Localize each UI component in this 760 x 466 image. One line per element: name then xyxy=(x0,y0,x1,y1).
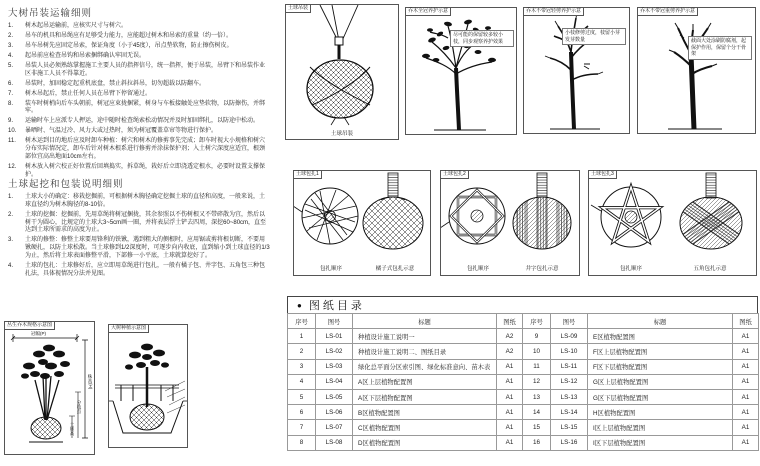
rule-item xyxy=(8,194,270,210)
catalog-row xyxy=(288,329,759,344)
cell-title: G区下层植物配置图 xyxy=(588,389,733,404)
hoisting-rules-list xyxy=(8,23,270,180)
cell-code: LS-14 xyxy=(551,405,588,420)
cell-seq: 3 xyxy=(288,359,316,374)
rootball-rules-section xyxy=(8,176,270,281)
cell-size: A2 xyxy=(497,329,523,344)
cell-size: A2 xyxy=(497,344,523,359)
rule-item xyxy=(8,101,270,117)
cell-title: D区植物配置图 xyxy=(353,435,497,450)
panel-caption: 土球吊装 xyxy=(330,131,353,137)
cell-size: A1 xyxy=(733,389,759,404)
col-header-size: 图纸 xyxy=(497,314,523,329)
cell-size: A1 xyxy=(733,420,759,435)
rule-text: 树木起吊运输前，应核实尺寸与树穴。 xyxy=(25,23,128,29)
panel-tag: 土球包扎3 xyxy=(588,170,617,179)
rule-text: 吊装人员必须熟练掌握施工主要人员的指挥信号，统一指挥，便于吊装，吊臂下和吊装作业区非施工人员不得靠近。 xyxy=(25,62,266,77)
cell-size: A1 xyxy=(733,344,759,359)
wrap-order-topview xyxy=(591,187,661,247)
trunk xyxy=(456,68,459,130)
rule-text: 吊装时，加固稳定起重机底盘，禁止斜拉斜吊，切勿超载以防翻车。 xyxy=(25,80,206,87)
cell-title: F区下层植物配置图 xyxy=(588,359,733,374)
rule-item xyxy=(8,118,270,126)
panel-wrap-method-2 xyxy=(440,170,580,276)
panel-tag: 丛生乔木规格示意图 xyxy=(4,321,55,330)
cell-size: A1 xyxy=(497,374,523,389)
rule-text: 土球的包扎：土球修好后，应立即用草绳进行包扎，一般有橘子包、井字包、五角包三种包扎法，具体视情况分法并见图。 xyxy=(25,262,266,277)
rule-number: 9. xyxy=(8,118,14,125)
cell-code: LS-10 xyxy=(551,344,588,359)
rule-number: 2. xyxy=(8,32,14,39)
cell-title: I区下层植物配置图 xyxy=(588,435,733,450)
catalog-title: 图纸目录 xyxy=(308,300,365,312)
light-pruned-tree-drawing xyxy=(524,8,629,133)
panel-tag: 土球包扎1 xyxy=(293,170,322,179)
rule-number: 2. xyxy=(8,211,14,218)
rule-number: 8. xyxy=(8,100,14,107)
rule-text: 起吊前应检查吊钩和吊索捆绑确认牢固无误。 xyxy=(25,52,146,59)
cell-code: LS-15 xyxy=(551,420,588,435)
root-ball xyxy=(130,404,164,430)
panel-rootball-hoisting xyxy=(285,4,399,140)
cell-size: A1 xyxy=(733,374,759,389)
cell-seq: 6 xyxy=(288,405,316,420)
panel-full-crown-tree xyxy=(405,7,517,135)
wrap3-drawing xyxy=(589,171,756,267)
rule-number: 3. xyxy=(8,237,14,244)
rule-number: 1. xyxy=(8,23,14,29)
rootball-hoist-drawing xyxy=(286,5,398,131)
catalog-header xyxy=(287,296,758,313)
cell-code: LS-11 xyxy=(551,359,588,374)
panel-tag: 乔木全冠养护示意 xyxy=(405,7,451,16)
rule-item xyxy=(8,212,270,235)
panel-tag: 土球吊装 xyxy=(285,4,311,13)
panel-tag: 土球包扎2 xyxy=(440,170,469,179)
col-header-code: 图号 xyxy=(316,314,353,329)
cell-size: A1 xyxy=(497,389,523,404)
rule-number: 12. xyxy=(8,164,17,171)
panel-annotation: 尽可能的保留较多较小枝，同步观察养护效果 xyxy=(450,30,514,47)
wrap-style-label: 橘子式包扎示意 xyxy=(375,266,415,272)
cell-title: H区植物配置图 xyxy=(588,405,733,420)
cell-code: LS-16 xyxy=(551,435,588,450)
cell-code: LS-08 xyxy=(316,435,353,450)
full-crown-tree-drawing xyxy=(406,8,516,134)
cell-code: LS-03 xyxy=(316,359,353,374)
rootball-rules-list xyxy=(8,194,270,279)
cell-title: 绿化总平面分区索引图、绿化标准意向、苗木表 xyxy=(353,359,497,374)
cell-code: LS-09 xyxy=(551,329,588,344)
rule-text: 土球大小的确定：移栽挖掘前，可根据树木胸径确定挖掘土球的直径和高度，一般来说，土球直径约为树木胸径的8-10倍。 xyxy=(25,194,266,208)
rule-text: 树木运到目的地后应及时卸车种植：树穴和树木的修剪事先完成；卸车时视大小规格和树穴分布实际情况定，卸车后针对树木根系进行修剪并涂抹保护剂；入土树穴深度应适宜，根颈部位宜高出地面10cm左右。 xyxy=(25,138,266,161)
cell-code: LS-02 xyxy=(316,344,353,359)
cell-seq: 1 xyxy=(288,329,316,344)
col-header-seq: 序号 xyxy=(523,314,551,329)
catalog-row xyxy=(288,344,759,359)
cell-seq: 15 xyxy=(523,420,551,435)
rule-text: 土球的挖掘：挖掘前，先用草绳将树冠捆拢，其余参照以不伤树根又不带碎散为宜，然后以树干为圆心，比规定的土球大3~5cm画一圈，并将表层浮土铲去四周，深挖60~80cm，直至达到土球所需求的高度为止。 xyxy=(25,211,267,234)
root-ball xyxy=(31,417,61,439)
cell-size: A1 xyxy=(497,405,523,420)
cell-seq: 8 xyxy=(288,435,316,450)
cell-seq: 5 xyxy=(288,389,316,404)
cell-title: F区上层植物配置图 xyxy=(588,344,733,359)
canopy xyxy=(21,345,70,379)
wrap-order-topview xyxy=(294,188,358,244)
rule-text: 吊车吊树先应固定吊索，保证角度（小于45度），吊点垫软物，防止擦伤树皮。 xyxy=(25,42,233,49)
col-header-title: 标题 xyxy=(353,314,497,329)
bullet-icon: ● xyxy=(297,300,302,310)
catalog-row xyxy=(288,420,759,435)
rule-item xyxy=(8,81,270,89)
drawing-catalog xyxy=(287,296,758,451)
cell-seq: 14 xyxy=(523,405,551,420)
cell-code: LS-05 xyxy=(316,389,353,404)
wrap1-drawing xyxy=(294,171,430,267)
rule-item xyxy=(8,53,270,61)
wrap-style-label: 五角包扎示意 xyxy=(693,266,727,272)
cell-size: A1 xyxy=(733,435,759,450)
dim-label-crown: 冠幅(P) xyxy=(31,331,46,336)
catalog-row xyxy=(288,405,759,420)
cell-code: LS-07 xyxy=(316,420,353,435)
rule-item xyxy=(8,23,270,31)
rule-number: 3. xyxy=(8,42,14,49)
catalog-body xyxy=(288,329,759,451)
rule-number: 7. xyxy=(8,90,14,97)
catalog-table xyxy=(287,313,759,451)
cell-size: A1 xyxy=(497,420,523,435)
rule-item xyxy=(8,263,270,279)
rule-item xyxy=(8,128,270,136)
catalog-row xyxy=(288,359,759,374)
panel-wrap-method-3 xyxy=(588,170,757,276)
cell-size: A1 xyxy=(497,435,523,450)
rule-text: 土球的修整：修整土球要用锋利的铁锹，遇到粗大的侧根时，应用锯或剪将根切断，不要用锹硬扎，以防土球松散。当土球修到1/2深度时，可逐步向内收底，直到缩小到土球直径的1/3为止，然后将土球表面修整平滑，下部修一小平底，土球就算挖好了。 xyxy=(25,237,270,259)
panel-tag: 乔木不带冠轻剪养护示意 xyxy=(523,7,584,16)
rule-text: 树木放入树穴校正好位置后回填捣实，拆草绳，栽好后立即浇透定根水，必要时设置支撑保护。 xyxy=(25,164,266,178)
rule-text: 吊车的机具和吊绳应有足够受力能力，应能超过树木和吊索的重量（约一倍）。 xyxy=(25,32,233,39)
trunk xyxy=(571,52,574,129)
cell-seq: 9 xyxy=(523,329,551,344)
cell-title: B区植物配置图 xyxy=(353,405,497,420)
multi-stems xyxy=(35,374,59,420)
cell-seq: 16 xyxy=(523,435,551,450)
rule-number: 6. xyxy=(8,80,14,87)
cell-code: LS-01 xyxy=(316,329,353,344)
shackle xyxy=(335,37,343,45)
dim-label-height: 株高(H) xyxy=(88,374,93,390)
panel-heavy-pruned-tree xyxy=(637,7,756,134)
rule-item xyxy=(8,237,270,260)
cell-title: A区下层植物配置图 xyxy=(353,389,497,404)
star-wrap-ball xyxy=(676,173,746,251)
dim-label-branch-point: 分枝点 xyxy=(77,400,82,414)
cell-title: I区上层植物配置图 xyxy=(588,420,733,435)
callout-leaders xyxy=(165,381,185,413)
rule-number: 4. xyxy=(8,52,14,59)
wrap-style-label: 井字包扎示意 xyxy=(525,266,559,272)
cell-seq: 4 xyxy=(288,374,316,389)
hoisting-rules-section xyxy=(8,5,270,182)
panel-annotation: 截面大处涂刷防腐剂，起保护作用，保留个分干骨架 xyxy=(688,36,752,60)
cell-code: LS-12 xyxy=(551,374,588,389)
cell-seq: 12 xyxy=(523,374,551,389)
panel-tree-planting-spec xyxy=(108,324,188,448)
catalog-row xyxy=(288,374,759,389)
cell-title: E区植物配置图 xyxy=(588,329,733,344)
wrap-order-label: 包扎顺序 xyxy=(319,266,342,272)
col-header-seq: 序号 xyxy=(288,314,316,329)
rule-text: 暴晒时、气温过冷、风力大或过热时，须为树冠覆盖草帘等物进行保护。 xyxy=(25,128,218,135)
wrap2-drawing xyxy=(441,171,579,267)
rule-item xyxy=(8,63,270,79)
panel-tree-dimension-spec xyxy=(4,321,95,455)
cell-code: LS-06 xyxy=(316,405,353,420)
rule-item xyxy=(8,43,270,51)
wrap-order-label: 包扎顺序 xyxy=(619,266,642,272)
rule-text: 运输时车上应派专人押运，途中随时检查绳索松动情况并及时加固绑扎，以防途中松动。 xyxy=(25,118,260,125)
wrap-order-label: 包扎顺序 xyxy=(466,266,489,272)
rule-text: 树木吊起后，禁止任何人员在吊臂下停留通过。 xyxy=(25,90,152,97)
heavy-pruned-tree-drawing xyxy=(638,8,755,133)
cell-size: A1 xyxy=(733,359,759,374)
rule-text: 装车时树梢向后车头朝前，树冠应束拢捆紧，树身与车板接触处应垫软物，以防擦伤，并绑牢。 xyxy=(25,100,266,115)
col-header-size: 图纸 xyxy=(733,314,759,329)
rule-number: 10. xyxy=(8,128,17,135)
canopy xyxy=(125,344,169,370)
cell-title: A区上层植物配置图 xyxy=(353,374,497,389)
cell-title: G区上层植物配置图 xyxy=(588,374,733,389)
well-wrap-ball xyxy=(513,173,571,250)
rootball-rules-title: 土球起挖和包装说明细则 xyxy=(8,179,124,190)
rule-item xyxy=(8,91,270,99)
cell-title: 种植设计施工说明一 xyxy=(353,329,497,344)
panel-tag: 乔木不带冠重剪养护示意 xyxy=(637,7,698,16)
cell-code: LS-04 xyxy=(316,374,353,389)
rule-number: 5. xyxy=(8,62,14,69)
cell-seq: 2 xyxy=(288,344,316,359)
tree-dimension-drawing xyxy=(5,322,94,454)
catalog-row xyxy=(288,389,759,404)
cell-size: A1 xyxy=(733,405,759,420)
tree-planting-drawing xyxy=(109,325,187,447)
panel-annotation: 小枝修剪过度，枝留小芽发芽数量 xyxy=(562,28,626,45)
cell-code: LS-13 xyxy=(551,389,588,404)
wrap-order-topview xyxy=(441,188,505,244)
cell-seq: 13 xyxy=(523,389,551,404)
col-header-title: 标题 xyxy=(588,314,733,329)
dim-label-ball-height: 土球高 xyxy=(70,422,75,436)
cell-title: C区植物配置图 xyxy=(353,420,497,435)
panel-wrap-method-1 xyxy=(293,170,431,276)
cell-seq: 11 xyxy=(523,359,551,374)
orange-wrap-ball xyxy=(363,173,423,249)
catalog-row xyxy=(288,435,759,450)
crane-ropes xyxy=(320,5,358,41)
panel-tag: 大树种植示意图 xyxy=(108,324,149,333)
cell-size: A1 xyxy=(733,329,759,344)
rule-number: 4. xyxy=(8,262,14,269)
panel-light-pruned-tree xyxy=(523,7,630,134)
cell-seq: 7 xyxy=(288,420,316,435)
rule-number: 1. xyxy=(8,194,14,200)
rule-item xyxy=(8,33,270,41)
cell-title: 种植设计施工说明二、图纸目录 xyxy=(353,344,497,359)
cell-seq: 10 xyxy=(523,344,551,359)
rule-item xyxy=(8,138,270,161)
catalog-header-row xyxy=(288,314,759,329)
cell-size: A1 xyxy=(497,359,523,374)
col-header-code: 图号 xyxy=(551,314,588,329)
rule-number: 11. xyxy=(8,138,16,145)
hoisting-rules-title: 大树吊装运输细则 xyxy=(8,8,93,19)
